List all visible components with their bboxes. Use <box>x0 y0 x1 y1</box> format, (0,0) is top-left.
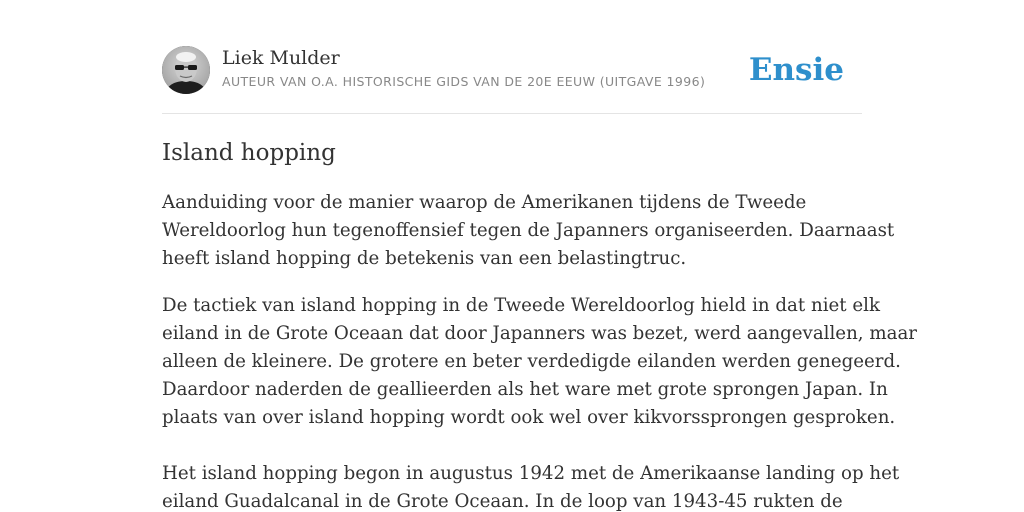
avatar[interactable] <box>162 46 210 94</box>
paragraph-line: plaats van over island hopping wordt ook wel over kikvorssprongen gesproken. <box>162 407 896 428</box>
paragraph-2 <box>162 292 917 432</box>
paragraph-line: Het island hopping begon in augustus 1942 met de Amerikaanse landing op het <box>162 463 900 484</box>
author-name[interactable]: Liek Mulder <box>222 47 340 69</box>
author-subtitle: AUTEUR VAN O.A. HISTORISCHE GIDS VAN DE 20E EEUW (UITGAVE 1996) <box>222 74 706 89</box>
paragraph-line: Daardoor naderden de geallieerden als het ware met grote sprongen Japan. In <box>162 379 888 400</box>
author-photo <box>162 46 210 94</box>
paragraph-line: alleen de kleinere. De grotere en beter verdedigde eilanden werden genegeerd. <box>162 351 901 372</box>
paragraph-1 <box>162 189 895 273</box>
entry-title: Island hopping <box>162 140 336 166</box>
paragraph-line: De tactiek van island hopping in de Tweede Wereldoorlog hield in dat niet elk <box>162 295 880 316</box>
paragraph-3 <box>162 460 900 512</box>
author-header <box>162 0 862 114</box>
paragraph-line: eiland in de Grote Oceaan dat door Japanners was bezet, werd aangevallen, maar <box>162 323 917 344</box>
content-column <box>162 0 917 512</box>
entry-body <box>162 189 917 512</box>
paragraph-line: heeft island hopping de betekenis van een belastingtruc. <box>162 248 687 269</box>
paragraph-line: Aanduiding voor de manier waarop de Amerikanen tijdens de Tweede <box>162 192 807 213</box>
ensie-logo-link[interactable]: Ensie <box>748 52 844 88</box>
paragraph-line: Wereldoorlog hun tegenoffensief tegen de Japanners organiseerden. Daarnaast <box>162 220 895 241</box>
paragraph-line: eiland Guadalcanal in de Grote Oceaan. In de loop van 1943-45 rukten de <box>162 491 843 512</box>
